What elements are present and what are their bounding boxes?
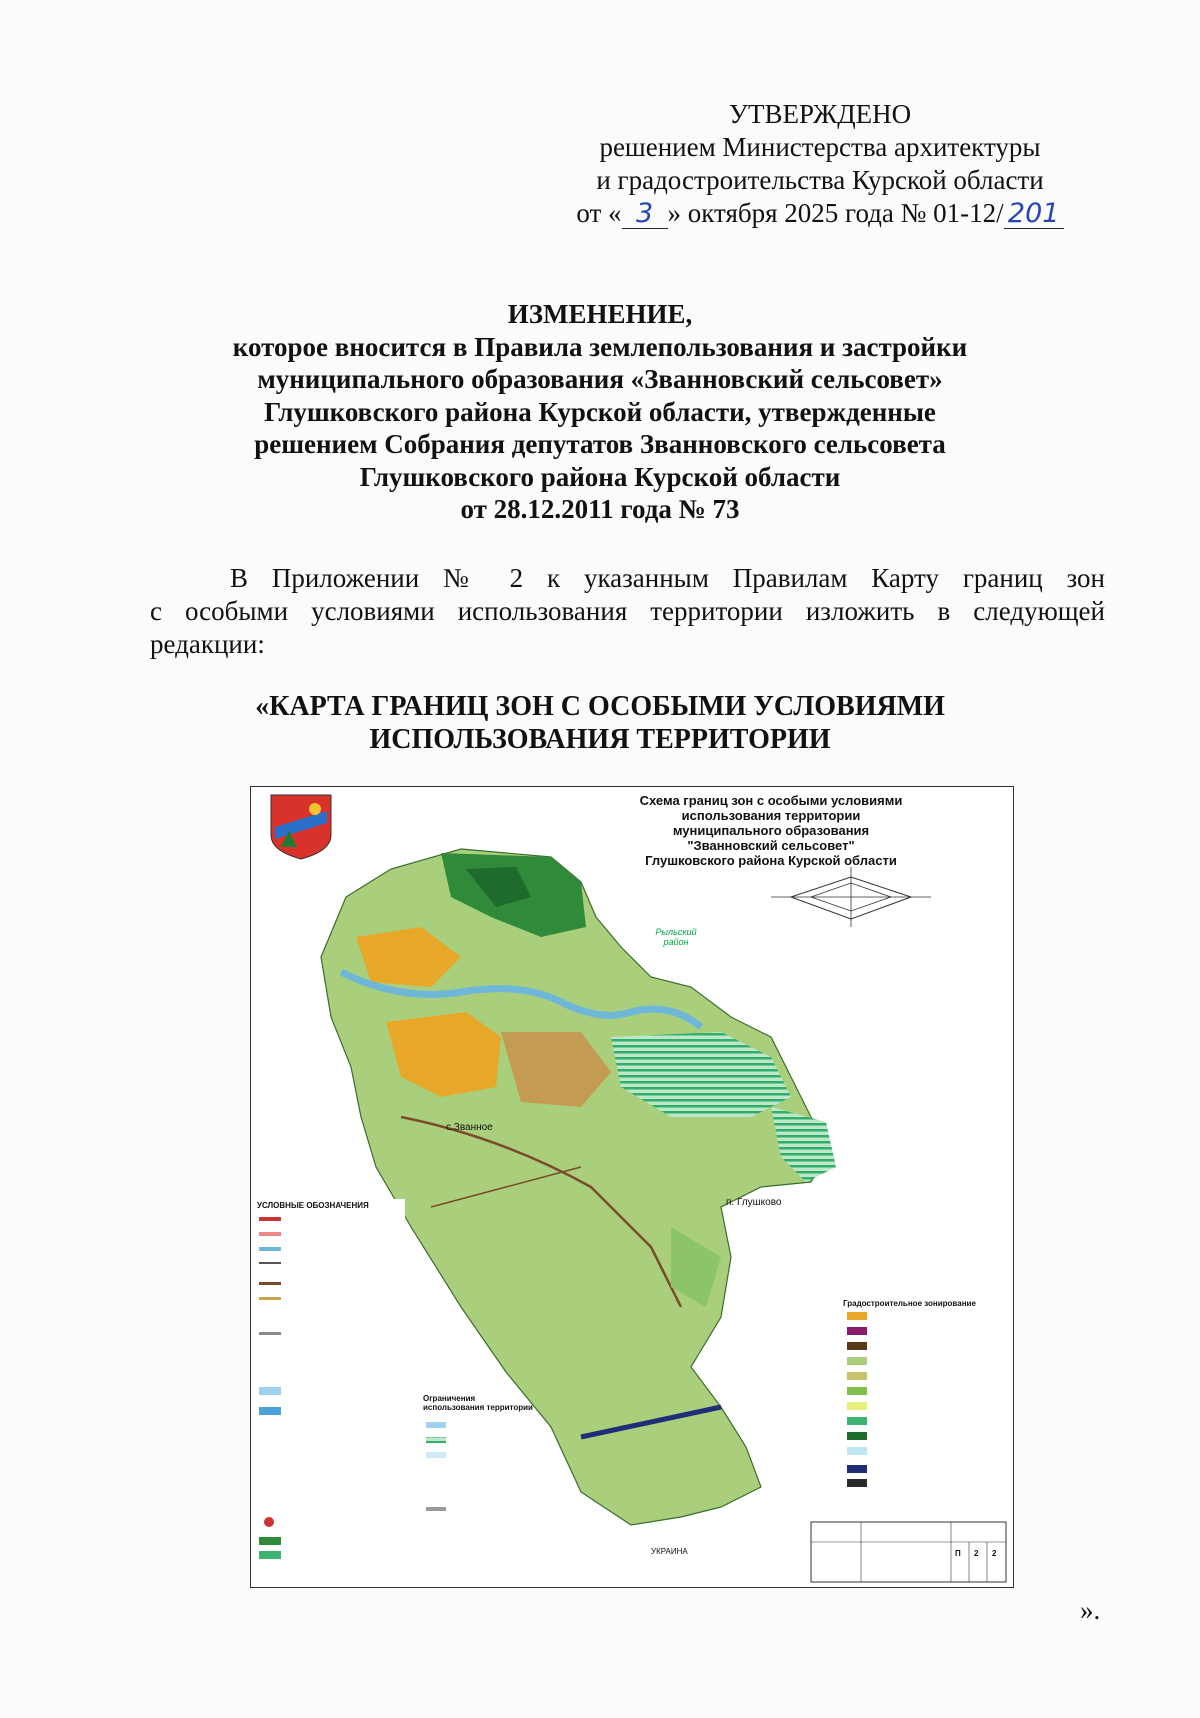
approval-date-line — [540, 197, 1100, 230]
map-heading-line-5: Глушковского района Курской области — [645, 853, 897, 868]
stamp-code: П — [955, 1549, 961, 1558]
map-heading-line-1: Схема границ зон с особыми условиями — [639, 793, 903, 808]
stamp-sheet: 2 — [974, 1549, 979, 1558]
map-heading-line-4: "Званновский сельсовет" — [687, 838, 855, 853]
zones-map-svg — [251, 787, 1013, 1587]
title-line-3: муниципального образования «Званновский сельсовет» — [257, 364, 943, 394]
legend-left — [255, 1199, 405, 1579]
title-line-5: решением Собрания депутатов Званновского сельсовета — [254, 429, 946, 459]
legend-middle — [421, 1407, 531, 1577]
approval-line-region: и градостроительства Курской области — [596, 165, 1044, 195]
map-title-line-1: «КАРТА ГРАНИЦ ЗОН С ОСОБЫМИ УСЛОВИЯМИ — [255, 691, 945, 722]
doc-number-handwritten: 201 — [1004, 200, 1064, 229]
body-paragraph — [150, 562, 1105, 661]
legend-right-title: Градостроительное зонирование — [843, 1299, 976, 1308]
zones-map-figure — [250, 786, 1014, 1588]
label-zvannoe-village: с.Званное — [446, 1122, 493, 1133]
date-day-handwritten: 3 — [622, 200, 668, 229]
label-ukraine: УКРАИНА — [651, 1547, 688, 1556]
date-mid: » октября 2025 года № 01-12/ — [667, 198, 1004, 228]
coat-of-arms-emblem — [271, 795, 331, 859]
map-section-title — [160, 690, 1040, 756]
map-heading-line-3: муниципального образования — [672, 823, 870, 838]
legend-right — [841, 1297, 1001, 1497]
stamp-sheets-total: 2 — [992, 1549, 997, 1558]
paragraph-line-1: В Приложении № 2 к указанным Правилам Карту границ зон — [230, 563, 1105, 593]
map-title-line-2: ИСПОЛЬЗОВАНИЯ ТЕРРИТОРИИ — [369, 724, 831, 755]
paragraph-line-2: с особыми условиями использования территории изложить в следующей — [150, 596, 1105, 626]
paragraph-line-3: редакции: — [150, 629, 265, 659]
closing-quote: ». — [1080, 1595, 1101, 1625]
map-heading-line-2: использования территории — [681, 808, 861, 823]
title-line-2: которое вносится в Правила землепользования и застройки — [232, 331, 968, 362]
title-line-4: Глушковского района Курской области, утвержденные — [264, 396, 936, 427]
map-heading — [576, 793, 966, 868]
legend-left-title: УСЛОВНЫЕ ОБОЗНАЧЕНИЯ — [257, 1201, 369, 1210]
approval-heading: УТВЕРЖДЕНО — [728, 99, 912, 129]
title-line-6: Глушковского района Курской области — [359, 461, 841, 492]
document-title — [160, 298, 1040, 526]
compass-rose-icon — [771, 867, 931, 927]
title-line-7: от 28.12.2011 года № 73 — [460, 494, 740, 524]
title-line-1: ИЗМЕНЕНИЕ, — [507, 299, 693, 329]
approval-line-ministry: решением Министерства архитектуры — [599, 132, 1041, 162]
label-glushkovo-town: п. Глушково — [726, 1197, 782, 1208]
approval-block — [540, 98, 1100, 230]
label-rylsky-district: Рыльский район — [655, 927, 697, 947]
date-prefix: от « — [576, 198, 622, 228]
legend-middle-title: Ограничения использования территории — [423, 1394, 533, 1412]
